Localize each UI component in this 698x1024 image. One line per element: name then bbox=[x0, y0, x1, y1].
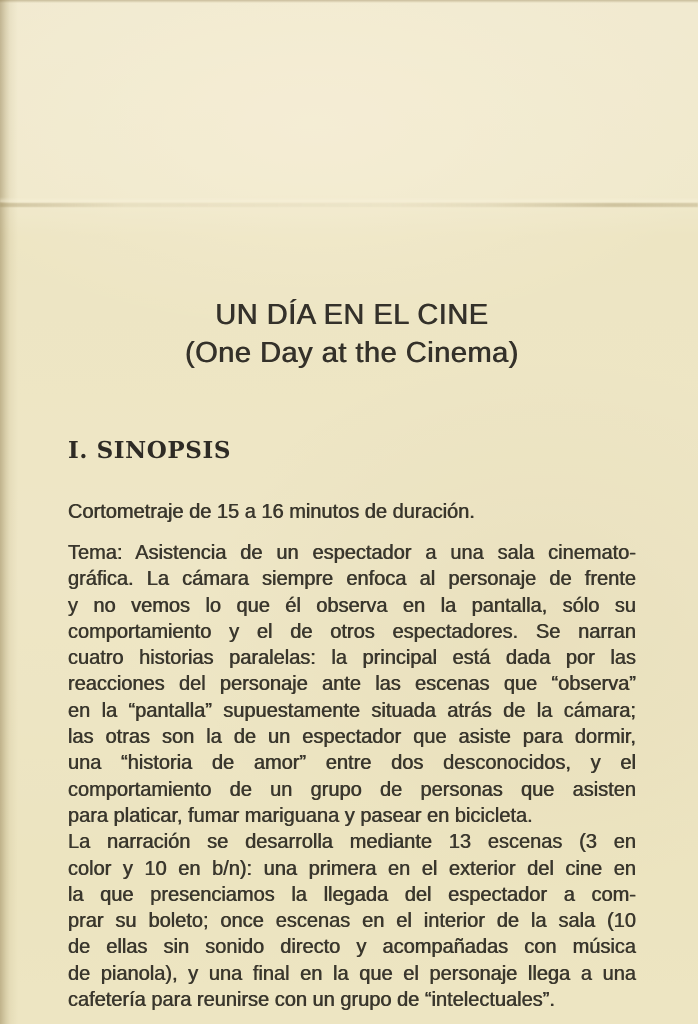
text-line: de pianola), y una final en la que el personaje llega a una bbox=[68, 962, 636, 985]
page-top-edge-shadow bbox=[0, 0, 698, 3]
text-line: reacciones del personaje ante las escenas que “observa” bbox=[68, 673, 636, 696]
paragraph-theme-description bbox=[68, 540, 636, 829]
paragraph-narration-structure bbox=[68, 829, 636, 1013]
section-heading: I. SINOPSIS bbox=[68, 437, 232, 464]
text-line: comportamiento de un grupo de personas que asisten bbox=[68, 778, 636, 801]
text-line: La narración se desarrolla mediante 13 escenas (3 en bbox=[68, 831, 636, 854]
text-line: prar su boleto; once escenas en el interior de la sala (10 bbox=[68, 910, 636, 933]
text-line: gráfica. La cámara siempre enfoca al personaje de frente bbox=[68, 568, 636, 591]
synopsis-body bbox=[68, 540, 636, 1013]
text-line: Tema: Asistencia de un espectador a una sala cinemato- bbox=[68, 542, 636, 564]
text-line: en la “pantalla” supuestamente situada atrás de la cámara; bbox=[68, 699, 636, 722]
text-line: cuatro historias paralelas: la principal está dada por las bbox=[68, 647, 636, 670]
title-block bbox=[68, 296, 636, 372]
text-line: y no vemos lo que él observa en la pantalla, sólo su bbox=[68, 594, 636, 617]
text-line: color y 10 en b/n): una primera en el exterior del cine en bbox=[68, 857, 636, 880]
text-line: cafetería para reunirse con un grupo de “intelectuales”. bbox=[68, 989, 555, 1012]
text-line: Cortometraje de 15 a 16 minutos de duración. bbox=[68, 501, 475, 523]
paragraph-duration-note bbox=[68, 499, 636, 525]
document-title: UN DÍA EN EL CINE bbox=[215, 299, 489, 331]
paper-fold-crease bbox=[0, 203, 698, 207]
page-left-edge-shadow bbox=[0, 0, 18, 1024]
text-line: comportamiento y el de otros espectadores. Se narran bbox=[68, 620, 636, 643]
document-subtitle: (One Day at the Cinema) bbox=[185, 337, 519, 369]
text-line: una “historia de amor” entre dos desconocidos, y el bbox=[68, 752, 636, 775]
text-line: la que presenciamos la llegada del espectador a com- bbox=[68, 883, 636, 906]
text-line: para platicar, fumar mariguana y pasear en bicicleta. bbox=[68, 804, 533, 827]
text-line: las otras son la de un espectador que asiste para dormir, bbox=[68, 726, 636, 749]
text-line: de ellas sin sonido directo y acompañadas con música bbox=[68, 936, 636, 959]
